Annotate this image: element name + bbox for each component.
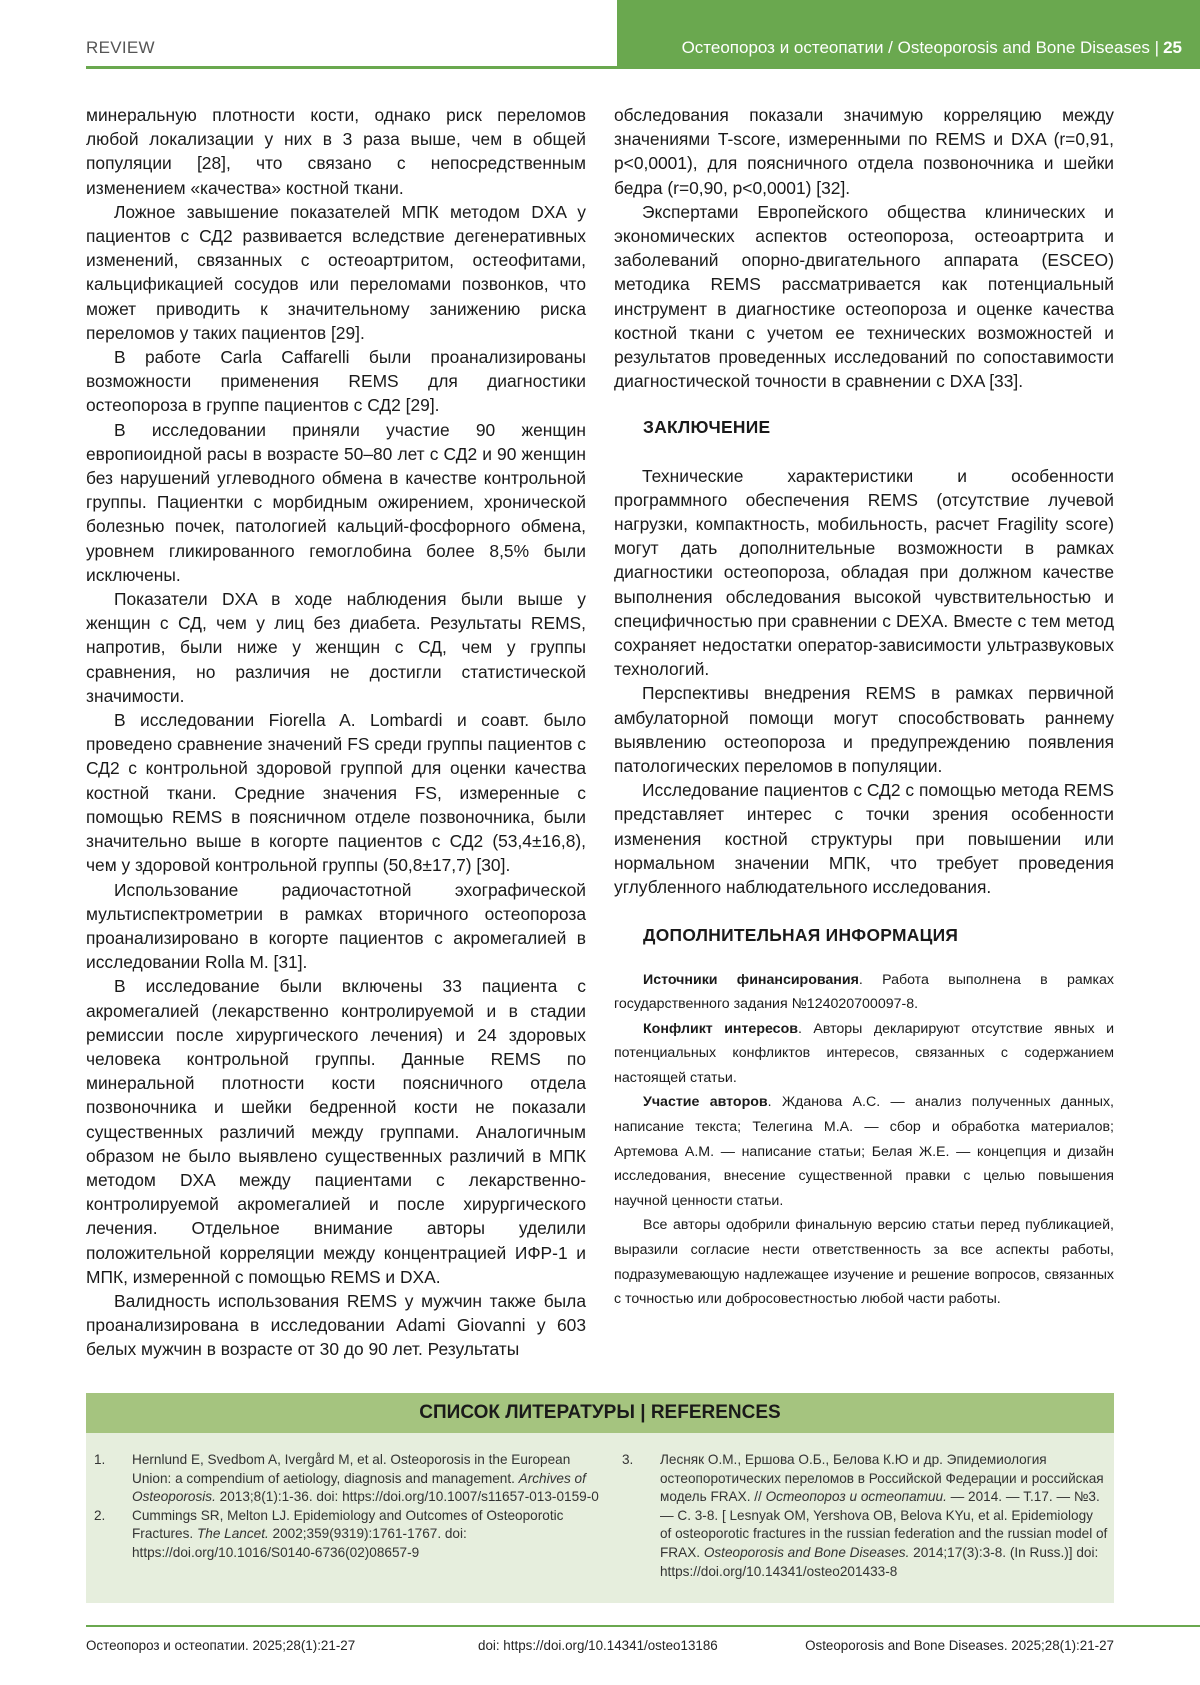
funding-label: Источники финансирования [643, 971, 859, 988]
body-paragraph: В исследовании Fiorella A. Lombardi и соавт. было проведено сравнение значений FS среди группы пациентов с СД2 с контрольной здоровой группой для оценки качества костной ткани. Средние значения FS, измеренные с помощью REMS в поясничном отделе позвоночника, были значительно выше в когорте пациентов с СД2 (53,4±16,8), чем у здоровой контрольной группы (50,8±17,7) [30]. [86, 710, 586, 876]
body-paragraph: В исследование были включены 33 пациента с акромегалией (лекарственно контролируемой и в стадии ремиссии после хирургического лечения) и 24 здоровых человека контрольной группы. Данные REMS по минеральной плотности кости поясничного отдела позвоночника и шейки бедренной кости не показали существенных различий между группами. Аналогичным образом не было выявлено существенных различий в МПК методом DXA между пациентами с лекарственно-контролируемой акромегалией и после хирургического лечения. Отдельное внимание авторы уделили положительной корреляции между концентрацией ИФР-1 и МПК, измеренной с помощью REMS и DXA. [86, 976, 586, 1287]
journal-title: Остеопороз и остеопатии / Osteoporosis and Bone Diseases | [681, 38, 1160, 57]
journal-header-band [617, 0, 1200, 68]
body-paragraph: минеральную плотности кости, однако риск переломов любой локализации у них в 3 раза выше, чем в общей популяции [28], что связано с непосредственным изменением «качества» костной ткани. [86, 105, 586, 198]
additional-info-heading: ДОПОЛНИТЕЛЬНАЯ ИНФОРМАЦИЯ [643, 925, 959, 946]
conclusion-heading: ЗАКЛЮЧЕНИЕ [643, 417, 771, 438]
ref-part[interactable]: 2002;359(9319):1761-1767. doi: https://doi.org/10.1016/S0140-6736(02)08657-9 [132, 1526, 467, 1560]
reference-text [132, 1507, 604, 1563]
ref-part: — 2014. — Т.17. — №3. — С. 3-8. [ Lesnyak OM, Yershova OB, Belova KYu, et al. Epidemiology of osteoporotic fractures in the russian federation and the russian model of FRAX. [660, 1489, 1108, 1560]
body-paragraph: В работе Carla Caffarelli были проанализированы возможности применения REMS для диагностики остеопороза в группе пациентов с СД2 [29]. [86, 347, 586, 416]
references-right [622, 1451, 1108, 1581]
references-left [94, 1451, 604, 1563]
body-paragraph: Экспертами Европейского общества клинических и экономических аспектов остеопороза, остеоартрита и заболеваний опорно-двигательного аппарата (ESCEO) методика REMS рассматривается как потенциальный инструмент в диагностике остеопороза и оценке качества костной ткани с учетом ее технических возможностей и результатов проведенных исследований по сопоставимости диагностической точности в сравнении с DXA [33]. [614, 201, 1114, 392]
references-heading: СПИСОК ЛИТЕРАТУРЫ | REFERENCES [86, 1393, 1114, 1433]
reference-item [94, 1507, 604, 1563]
reference-text [660, 1451, 1108, 1581]
page-number: 25 [1163, 38, 1182, 57]
funding-text: . Работа выполнена в рамках государственного задания №124020700097-8. [614, 971, 1115, 1013]
ref-part[interactable]: 2014;17(3):3-8. (In Russ.)] doi: https://doi.org/10.14341/osteo201433-8 [660, 1544, 1099, 1579]
body-paragraph: Показатели DXA в ходе наблюдения были выше у женщин с СД, чем у лиц без диабета. Результаты REMS, напротив, были ниже у женщин с СД, чем у группы сравнения, но различия не достигли статистической значимости. [86, 589, 586, 706]
body-paragraph: Технические характеристики и особенности программного обеспечения REMS (отсутствие лучевой нагрузки, компактность, мобильность, расчет Fragility score) могут дать дополнительные возможности в рамках диагностики остеопороза, обладая при должном качестве выполнения обследования высокой чувствительностью и специфичностью при сравнении с DEXA. Вместе с тем метод сохраняет недостатки оператор-зависимости ультразвуковых технологий. [614, 465, 1114, 680]
body-paragraph: Перспективы внедрения REMS в рамках первичной амбулаторной помощи могут способствовать раннему выявлению остеопороза и предупреждению появления патологических переломов в популяции. [614, 683, 1114, 777]
ref-journal: Osteoporosis and Bone Diseases. [703, 1544, 910, 1560]
authors-label: Участие авторов [643, 1094, 768, 1111]
ref-journal: The Lancet. [196, 1526, 269, 1542]
body-paragraph: обследования показали значимую корреляцию между значениями T-score, измеренными по REMS и DXA (r=0,91, p<0,0001), для поясничного отдела позвоночника и шейки бедра (r=0,90, p<0,0001) [32]. [614, 105, 1114, 198]
references-box [86, 1393, 1114, 1603]
ref-part: Лесняк О.М., Ершова О.Б., Белова К.Ю и др. Эпидемиология остеопоротических переломов в Российской Федерации и российская модель FRAX. // [660, 1452, 1104, 1505]
reference-item [622, 1451, 1108, 1581]
body-paragraph: Валидность использования REMS у мужчин также была проанализирована в исследовании Adami Giovanni у 603 белых мужчин в возрасте от 30 до 90 лет. Результаты [86, 1290, 586, 1360]
body-paragraph: Использование радиочастотной эхографической мультиспектрометрии в рамках вторичного остеопороза проанализировано в когорте пациентов с акромегалией в исследовании Rolla M. [31]. [86, 879, 586, 973]
reference-item [94, 1451, 604, 1507]
body-paragraph: Исследование пациентов с СД2 с помощью метода REMS представляет интерес с точки зрения особенности изменения костной структуры при повышении или нормальном значении МПК, что требует проведения углубленного наблюдательного исследования. [614, 780, 1114, 898]
left-column [86, 103, 586, 1362]
additional-info [614, 968, 1114, 1312]
section-label: REVIEW [86, 38, 155, 57]
ref-part[interactable]: 2013;8(1):1-36. doi: https://doi.org/10.1007/s11657-013-0159-0 [215, 1489, 599, 1505]
footer-citation-en: Osteoporosis and Bone Diseases. 2025;28(1):21-27 [805, 1638, 1114, 1653]
ref-part: Cummings SR, Melton LJ. Epidemiology and Outcomes of Osteoporotic Fractures. [132, 1507, 564, 1542]
reference-number: 1. [94, 1452, 106, 1467]
footer-citation-ru: Остеопороз и остеопатии. 2025;28(1):21-27 [86, 1638, 356, 1653]
body-paragraph: Ложное завышение показателей МПК методом DXA у пациентов с СД2 развивается вследствие дегенеративных изменений, связанных с остеоартритом, остеофитами, кальцификацией сосудов или переломами позвонков, что может приводить к значительному занижению риска переломов у таких пациентов [29]. [86, 201, 586, 343]
footer-doi[interactable]: doi: https://doi.org/10.14341/osteo13186 [478, 1638, 718, 1653]
header-divider [86, 66, 1200, 69]
ref-journal: Остеопороз и остеопатии. [765, 1489, 947, 1505]
reference-number: 2. [94, 1507, 106, 1523]
footer-divider [86, 1625, 1200, 1627]
reference-text [132, 1451, 604, 1507]
conflict-text: . Авторы декларируют отсутствие явных и потенциальных конфликтов интересов, связанных с содержанием настоящей статьи. [614, 1020, 1114, 1086]
right-column [614, 103, 1114, 1312]
body-paragraph: В исследовании приняли участие 90 женщин европиоидной расы в возрасте 50–80 лет с СД2 и 90 женщин без нарушений углеводного обмена в качестве контрольной группы. Пациентки с морбидным ожирением, хронической болезнью почек, патологией кальций-фосфорного обмена, уровнем гликированного гемоглобина более 8,5% были исключены. [86, 419, 586, 585]
reference-number: 3. [622, 1452, 634, 1467]
funding-note [614, 968, 1114, 1017]
authors-text: . Жданова А.С. — анализ полученных данных, написание текста; Телегина М.А. — сбор и обработка материалов; Артемова А.М. — написание статьи; Белая Ж.Е. — концепция и дизайн исследования, внесение существенной правки с целью повышения научной ценности статьи. [614, 1094, 1114, 1209]
conflict-note [614, 1017, 1114, 1091]
ref-journal: Archives of Osteoporosis. [132, 1470, 586, 1505]
conflict-label: Конфликт интересов [643, 1020, 798, 1037]
approval-note: Все авторы одобрили финальную версию статьи перед публикацией, выразили согласие нести ответственность за все аспекты работы, подразумевающую надлежащее изучение и решение вопросов, связанных с точностью или добросовестностью любой части работы. [614, 1217, 1114, 1308]
ref-part: Hernlund E, Svedbom A, Ivergård M, et al. Osteoporosis in the European Union: a compendium of aetiology, diagnosis and management. [132, 1452, 571, 1486]
authors-note [614, 1090, 1114, 1213]
